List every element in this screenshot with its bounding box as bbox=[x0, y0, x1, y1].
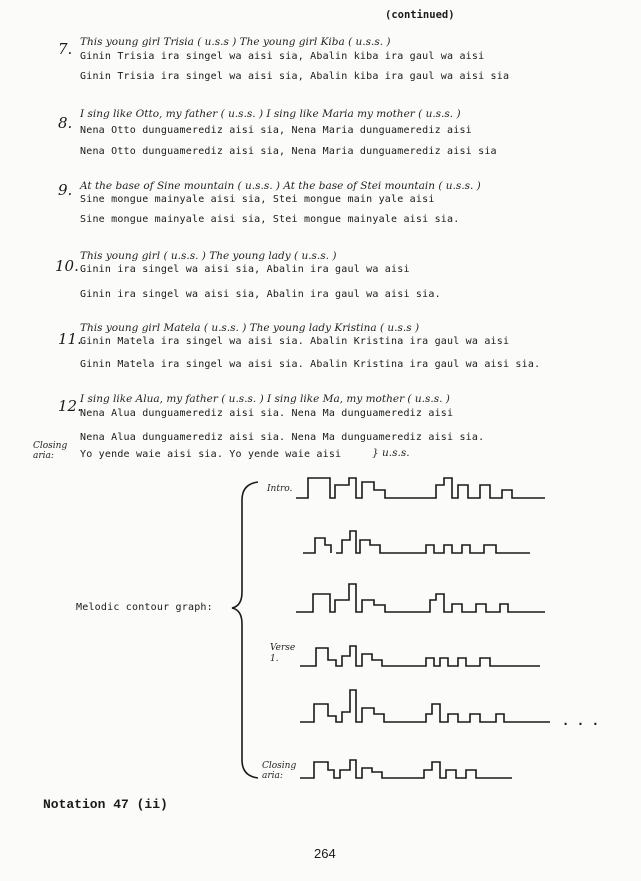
contour-row-1 bbox=[296, 478, 545, 498]
closing-aria-line: Yo yende waie aisi sia. Yo yende waie aisi bbox=[80, 449, 342, 460]
contour-row-5 bbox=[300, 690, 550, 722]
handwritten-translation: I sing like Otto, my father ( u.s.s. ) I sing like Maria my mother ( u.s.s. ) bbox=[80, 108, 461, 120]
verse-number: 7. bbox=[58, 40, 73, 58]
verse-number: 10. bbox=[55, 257, 79, 275]
handwritten-translation: This young girl Trisia ( u.s.s ) The young girl Kiba ( u.s.s. ) bbox=[80, 36, 391, 48]
lyric-line: Ginin ira singel wa aisi sia, Abalin ira gaul wa aisi bbox=[80, 264, 410, 275]
contour-row-3 bbox=[296, 584, 545, 612]
lyric-line: Nena Alua dunguamerediz aisi sia. Nena Ma dunguamerediz aisi bbox=[80, 408, 454, 419]
lyric-line: Ginin Matela ira singel wa aisi sia. Abalin Kristina ira gaul wa aisi sia. bbox=[80, 359, 541, 370]
lyric-line: Sine mongue mainyale aisi sia, Stei mongue mainyale aisi sia. bbox=[80, 214, 460, 225]
contour-graph-label: Melodic contour graph: bbox=[76, 602, 213, 613]
handwritten-translation: At the base of Sine mountain ( u.s.s. ) At the base of Stei mountain ( u.s.s. ) bbox=[80, 180, 481, 192]
lyric-line: Nena Otto dunguamerediz aisi sia, Nena Maria dunguamerediz aisi sia bbox=[80, 146, 497, 157]
closing-aria-graph-label: Closing aria: bbox=[262, 761, 297, 781]
closing-uss: } u.s.s. bbox=[372, 447, 410, 459]
lyric-line: Nena Otto dunguamerediz aisi sia, Nena Maria dunguamerediz aisi bbox=[80, 125, 472, 136]
lyric-line: Ginin Matela ira singel wa aisi sia. Abalin Kristina ira gaul wa aisi bbox=[80, 336, 510, 347]
lyric-line: Ginin ira singel wa aisi sia, Abalin ira gaul wa aisi sia. bbox=[80, 289, 441, 300]
lyric-line: Ginin Trisia ira singel wa aisi sia, Abalin kiba ira gaul wa aisi sia bbox=[80, 71, 510, 82]
notation-label: Notation 47 (ii) bbox=[43, 797, 168, 812]
verse-number: 8. bbox=[58, 114, 73, 132]
contour-row-6 bbox=[300, 760, 512, 778]
continued-label: (continued) bbox=[385, 9, 455, 21]
intro-label: Intro. bbox=[267, 484, 293, 494]
lyric-line: Nena Alua dunguamerediz aisi sia. Nena Ma dunguamerediz aisi sia. bbox=[80, 432, 485, 443]
closing-aria-label: Closing aria: bbox=[33, 441, 68, 461]
handwritten-translation: This young girl Matela ( u.s.s. ) The young lady Kristina ( u.s.s ) bbox=[80, 322, 420, 334]
contour-row-2 bbox=[303, 531, 530, 553]
contour-row-4 bbox=[300, 646, 540, 666]
handwritten-translation: I sing like Alua, my father ( u.s.s. ) I sing like Ma, my mother ( u.s.s. ) bbox=[80, 393, 450, 405]
brace bbox=[232, 482, 258, 778]
handwritten-translation: This young girl ( u.s.s. ) The young lady ( u.s.s. ) bbox=[80, 250, 337, 262]
lyric-line: Sine mongue mainyale aisi sia, Stei mongue main yale aisi bbox=[80, 194, 435, 205]
verse-number: 12. bbox=[58, 397, 82, 415]
verse-label: Verse 1. bbox=[270, 643, 296, 664]
verse-number: 9. bbox=[58, 181, 73, 199]
lyric-line: Ginin Trisia ira singel wa aisi sia, Abalin kiba ira gaul wa aisi bbox=[80, 51, 485, 62]
verse-number: 11. bbox=[58, 330, 82, 348]
page-number: 264 bbox=[314, 846, 336, 861]
ellipsis: . . . bbox=[562, 714, 600, 728]
